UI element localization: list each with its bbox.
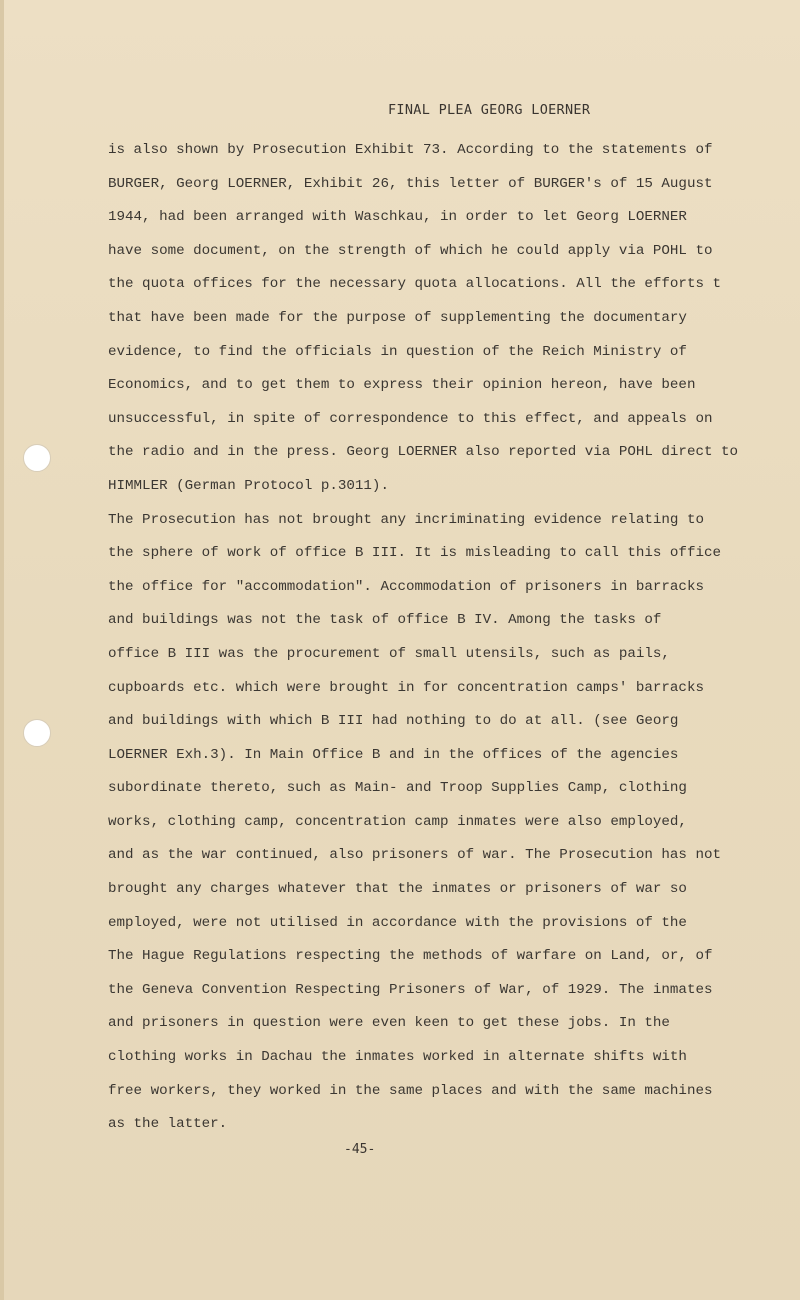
text-line: and prisoners in question were even keen to get these jobs. In the [108,1015,670,1032]
text-line: and buildings was not the task of office B IV. Among the tasks of [108,612,662,629]
text-line: and buildings with which B III had nothing to do at all. (see Georg [108,713,679,730]
text-line: The Prosecution has not brought any incriminating evidence relating to [108,511,704,528]
text-line: Economics, and to get them to express their opinion hereon, have been [108,377,696,394]
text-line: the radio and in the press. Georg LOERNER also reported via POHL direct to [108,444,739,461]
text-line: cupboards etc. which were brought in for concentration camps' barracks [108,679,704,696]
text-line: evidence, to find the officials in question of the Reich Ministry of [108,343,687,360]
text-line: The Hague Regulations respecting the methods of warfare on Land, or, of [108,948,713,965]
text-line: brought any charges whatever that the inmates or prisoners of war so [108,881,687,898]
text-line: that have been made for the purpose of supplementing the documentary [108,309,687,326]
text-line: BURGER, Georg LOERNER, Exhibit 26, this letter of BURGER's of 15 August [108,175,713,192]
text-line: is also shown by Prosecution Exhibit 73. According to the statements of [108,142,713,158]
text-line: have some document, on the strength of which he could apply via POHL to [108,242,713,259]
text-line: the sphere of work of office B III. It is misleading to call this office [108,545,721,562]
text-line: the quota offices for the necessary quota allocations. All the efforts t [108,276,721,293]
text-line: employed, were not utilised in accordance with the provisions of the [108,914,687,931]
page-number: -45- [344,1142,376,1157]
text-line: works, clothing camp, concentration camp inmates were also employed, [108,813,687,830]
document-header: FINAL PLEA GEORG LOERNER [388,102,591,118]
punch-hole [23,719,51,747]
text-line: 1944, had been arranged with Waschkau, in order to let Georg LOERNER [108,209,687,226]
text-line: the Geneva Convention Respecting Prisoners of War, of 1929. The inmates [108,981,713,998]
body-text [108,134,739,1142]
text-line: office B III was the procurement of small utensils, such as pails, [108,645,670,662]
text-line: HIMMLER (German Protocol p.3011). [108,477,389,494]
text-line: and as the war continued, also prisoners of war. The Prosecution has not [108,847,721,864]
punch-hole [23,444,51,472]
text-line: the office for "accommodation". Accommodation of prisoners in barracks [108,578,704,595]
text-line: as the latter. [108,1116,228,1133]
text-line: clothing works in Dachau the inmates worked in alternate shifts with [108,1049,687,1066]
text-line: LOERNER Exh.3). In Main Office B and in the offices of the agencies [108,746,679,763]
text-line: subordinate thereto, such as Main- and Troop Supplies Camp, clothing [108,780,687,797]
text-line: unsuccessful, in spite of correspondence to this effect, and appeals on [108,410,713,427]
text-line: free workers, they worked in the same places and with the same machines [108,1082,713,1099]
